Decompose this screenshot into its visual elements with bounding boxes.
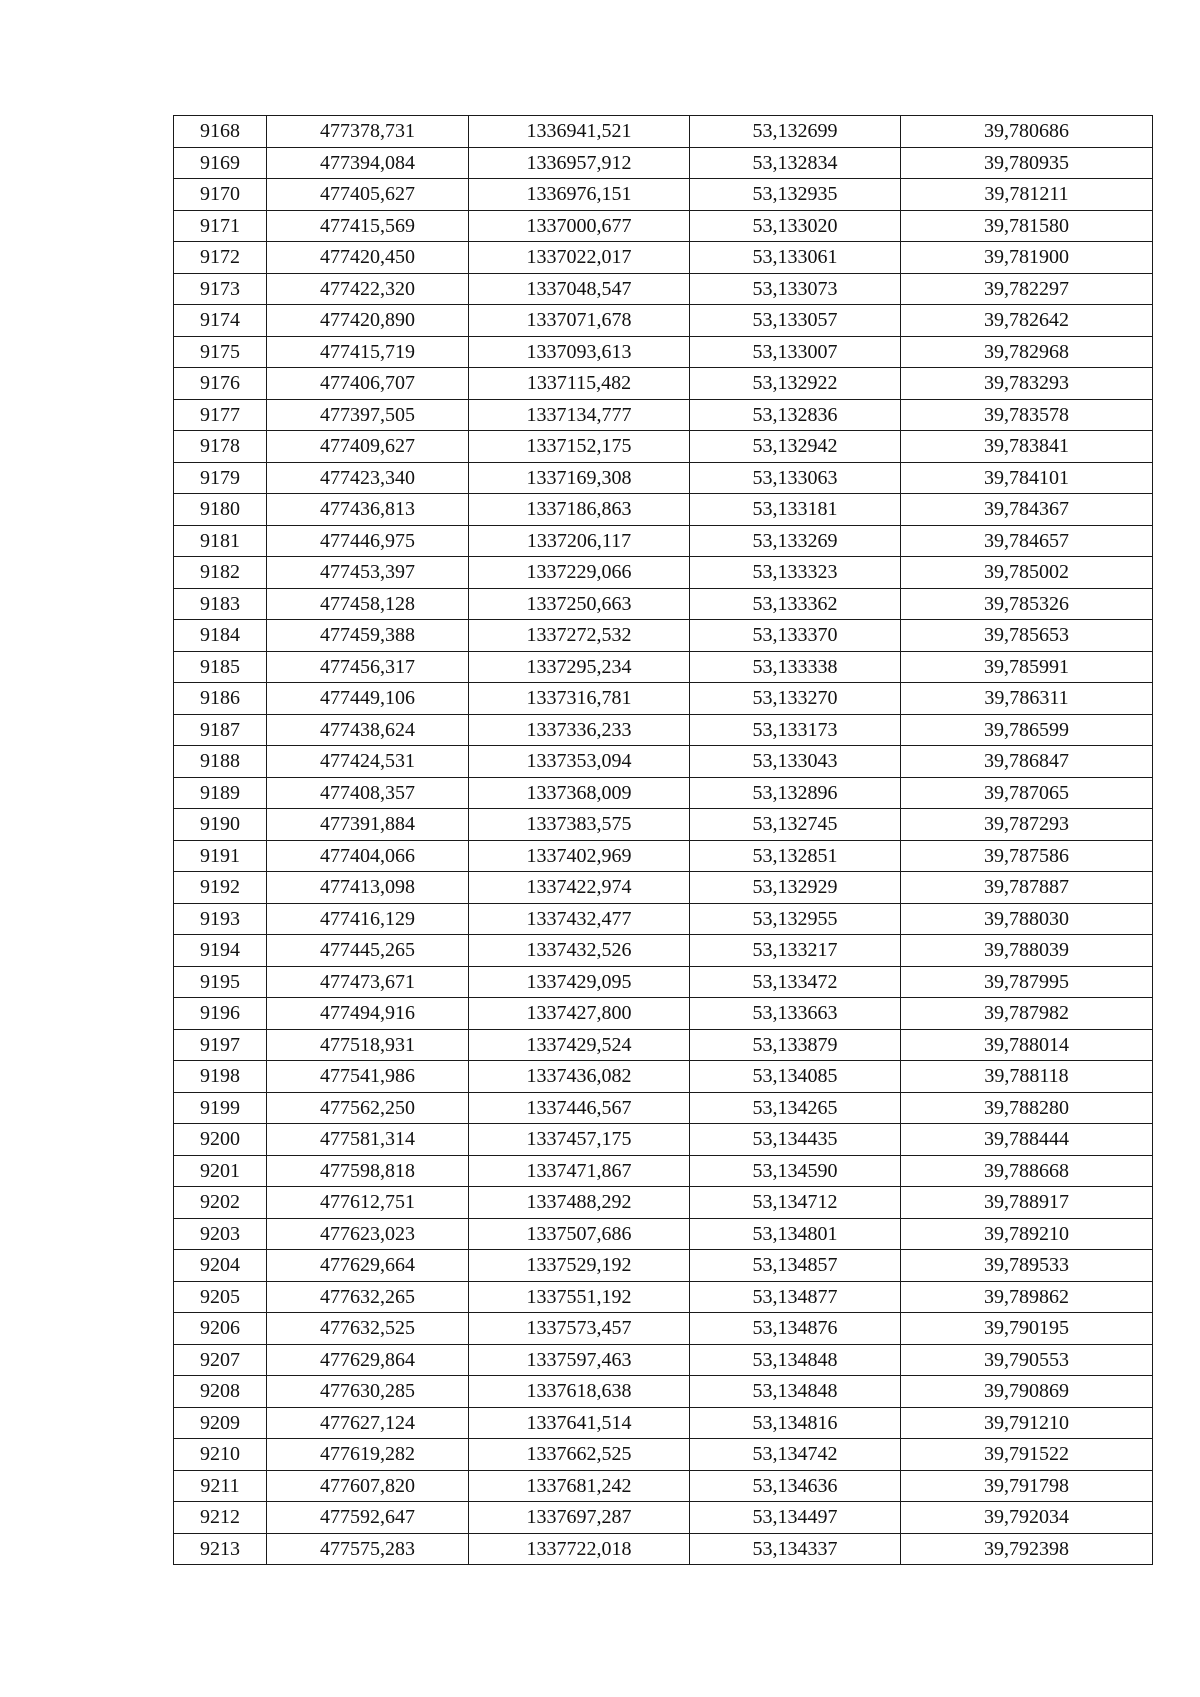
table-row xyxy=(174,840,1153,872)
y-coordinate-cell: 1337206,117 xyxy=(469,525,690,557)
x-coordinate-cell: 477420,450 xyxy=(267,242,469,274)
latitude-cell: 53,132836 xyxy=(690,399,901,431)
latitude-cell: 53,132834 xyxy=(690,147,901,179)
longitude-cell: 39,792034 xyxy=(901,1502,1153,1534)
latitude-cell: 53,133472 xyxy=(690,966,901,998)
point-number-cell: 9198 xyxy=(174,1061,267,1093)
longitude-cell: 39,782642 xyxy=(901,305,1153,337)
point-number-cell: 9186 xyxy=(174,683,267,715)
latitude-cell: 53,134801 xyxy=(690,1218,901,1250)
x-coordinate-cell: 477404,066 xyxy=(267,840,469,872)
longitude-cell: 39,785653 xyxy=(901,620,1153,652)
longitude-cell: 39,781211 xyxy=(901,179,1153,211)
point-number-cell: 9183 xyxy=(174,588,267,620)
longitude-cell: 39,787586 xyxy=(901,840,1153,872)
y-coordinate-cell: 1337169,308 xyxy=(469,462,690,494)
table-row xyxy=(174,1376,1153,1408)
longitude-cell: 39,787293 xyxy=(901,809,1153,841)
longitude-cell: 39,789862 xyxy=(901,1281,1153,1313)
longitude-cell: 39,783293 xyxy=(901,368,1153,400)
x-coordinate-cell: 477423,340 xyxy=(267,462,469,494)
longitude-cell: 39,787065 xyxy=(901,777,1153,809)
latitude-cell: 53,132745 xyxy=(690,809,901,841)
longitude-cell: 39,789210 xyxy=(901,1218,1153,1250)
x-coordinate-cell: 477562,250 xyxy=(267,1092,469,1124)
x-coordinate-cell: 477629,864 xyxy=(267,1344,469,1376)
y-coordinate-cell: 1337432,526 xyxy=(469,935,690,967)
table-row xyxy=(174,431,1153,463)
point-number-cell: 9213 xyxy=(174,1533,267,1565)
longitude-cell: 39,791798 xyxy=(901,1470,1153,1502)
x-coordinate-cell: 477409,627 xyxy=(267,431,469,463)
y-coordinate-cell: 1337368,009 xyxy=(469,777,690,809)
x-coordinate-cell: 477592,647 xyxy=(267,1502,469,1534)
point-number-cell: 9185 xyxy=(174,651,267,683)
x-coordinate-cell: 477632,525 xyxy=(267,1313,469,1345)
x-coordinate-cell: 477438,624 xyxy=(267,714,469,746)
point-number-cell: 9194 xyxy=(174,935,267,967)
x-coordinate-cell: 477629,664 xyxy=(267,1250,469,1282)
longitude-cell: 39,786847 xyxy=(901,746,1153,778)
longitude-cell: 39,788444 xyxy=(901,1124,1153,1156)
point-number-cell: 9207 xyxy=(174,1344,267,1376)
table-row xyxy=(174,1029,1153,1061)
longitude-cell: 39,790195 xyxy=(901,1313,1153,1345)
point-number-cell: 9195 xyxy=(174,966,267,998)
longitude-cell: 39,780686 xyxy=(901,116,1153,148)
latitude-cell: 53,133663 xyxy=(690,998,901,1030)
point-number-cell: 9196 xyxy=(174,998,267,1030)
longitude-cell: 39,785326 xyxy=(901,588,1153,620)
longitude-cell: 39,784101 xyxy=(901,462,1153,494)
longitude-cell: 39,783578 xyxy=(901,399,1153,431)
longitude-cell: 39,784367 xyxy=(901,494,1153,526)
point-number-cell: 9204 xyxy=(174,1250,267,1282)
x-coordinate-cell: 477518,931 xyxy=(267,1029,469,1061)
point-number-cell: 9206 xyxy=(174,1313,267,1345)
y-coordinate-cell: 1337488,292 xyxy=(469,1187,690,1219)
table-row xyxy=(174,1124,1153,1156)
y-coordinate-cell: 1337529,192 xyxy=(469,1250,690,1282)
latitude-cell: 53,134590 xyxy=(690,1155,901,1187)
table-row xyxy=(174,620,1153,652)
x-coordinate-cell: 477397,505 xyxy=(267,399,469,431)
point-number-cell: 9177 xyxy=(174,399,267,431)
x-coordinate-cell: 477424,531 xyxy=(267,746,469,778)
x-coordinate-cell: 477415,719 xyxy=(267,336,469,368)
y-coordinate-cell: 1337457,175 xyxy=(469,1124,690,1156)
latitude-cell: 53,134848 xyxy=(690,1376,901,1408)
x-coordinate-cell: 477416,129 xyxy=(267,903,469,935)
table-row xyxy=(174,903,1153,935)
longitude-cell: 39,787995 xyxy=(901,966,1153,998)
table-row xyxy=(174,1407,1153,1439)
latitude-cell: 53,133217 xyxy=(690,935,901,967)
latitude-cell: 53,133879 xyxy=(690,1029,901,1061)
table-row xyxy=(174,399,1153,431)
latitude-cell: 53,133270 xyxy=(690,683,901,715)
longitude-cell: 39,783841 xyxy=(901,431,1153,463)
x-coordinate-cell: 477630,285 xyxy=(267,1376,469,1408)
latitude-cell: 53,134857 xyxy=(690,1250,901,1282)
y-coordinate-cell: 1337152,175 xyxy=(469,431,690,463)
point-number-cell: 9205 xyxy=(174,1281,267,1313)
latitude-cell: 53,133269 xyxy=(690,525,901,557)
y-coordinate-cell: 1337186,863 xyxy=(469,494,690,526)
table-row xyxy=(174,1344,1153,1376)
table-row xyxy=(174,1187,1153,1219)
point-number-cell: 9192 xyxy=(174,872,267,904)
x-coordinate-cell: 477458,128 xyxy=(267,588,469,620)
y-coordinate-cell: 1337429,095 xyxy=(469,966,690,998)
table-row xyxy=(174,1470,1153,1502)
table-row xyxy=(174,336,1153,368)
table-row xyxy=(174,1155,1153,1187)
table-row xyxy=(174,1533,1153,1565)
longitude-cell: 39,792398 xyxy=(901,1533,1153,1565)
x-coordinate-cell: 477446,975 xyxy=(267,525,469,557)
x-coordinate-cell: 477494,916 xyxy=(267,998,469,1030)
table-row xyxy=(174,651,1153,683)
y-coordinate-cell: 1337250,663 xyxy=(469,588,690,620)
longitude-cell: 39,790553 xyxy=(901,1344,1153,1376)
y-coordinate-cell: 1337422,974 xyxy=(469,872,690,904)
y-coordinate-cell: 1337071,678 xyxy=(469,305,690,337)
point-number-cell: 9180 xyxy=(174,494,267,526)
point-number-cell: 9178 xyxy=(174,431,267,463)
longitude-cell: 39,791522 xyxy=(901,1439,1153,1471)
latitude-cell: 53,132851 xyxy=(690,840,901,872)
x-coordinate-cell: 477394,084 xyxy=(267,147,469,179)
table-row xyxy=(174,1250,1153,1282)
point-number-cell: 9179 xyxy=(174,462,267,494)
latitude-cell: 53,133362 xyxy=(690,588,901,620)
x-coordinate-cell: 477415,569 xyxy=(267,210,469,242)
table-row xyxy=(174,210,1153,242)
y-coordinate-cell: 1337662,525 xyxy=(469,1439,690,1471)
y-coordinate-cell: 1336976,151 xyxy=(469,179,690,211)
longitude-cell: 39,789533 xyxy=(901,1250,1153,1282)
latitude-cell: 53,133370 xyxy=(690,620,901,652)
latitude-cell: 53,134085 xyxy=(690,1061,901,1093)
point-number-cell: 9172 xyxy=(174,242,267,274)
x-coordinate-cell: 477449,106 xyxy=(267,683,469,715)
latitude-cell: 53,134848 xyxy=(690,1344,901,1376)
longitude-cell: 39,788030 xyxy=(901,903,1153,935)
longitude-cell: 39,787887 xyxy=(901,872,1153,904)
point-number-cell: 9188 xyxy=(174,746,267,778)
table-row xyxy=(174,305,1153,337)
point-number-cell: 9176 xyxy=(174,368,267,400)
point-number-cell: 9168 xyxy=(174,116,267,148)
x-coordinate-cell: 477598,818 xyxy=(267,1155,469,1187)
y-coordinate-cell: 1337722,018 xyxy=(469,1533,690,1565)
point-number-cell: 9173 xyxy=(174,273,267,305)
table-row xyxy=(174,273,1153,305)
point-number-cell: 9169 xyxy=(174,147,267,179)
longitude-cell: 39,781900 xyxy=(901,242,1153,274)
y-coordinate-cell: 1337336,233 xyxy=(469,714,690,746)
y-coordinate-cell: 1336957,912 xyxy=(469,147,690,179)
latitude-cell: 53,133173 xyxy=(690,714,901,746)
x-coordinate-cell: 477619,282 xyxy=(267,1439,469,1471)
x-coordinate-cell: 477420,890 xyxy=(267,305,469,337)
x-coordinate-cell: 477436,813 xyxy=(267,494,469,526)
latitude-cell: 53,133057 xyxy=(690,305,901,337)
table-row xyxy=(174,116,1153,148)
point-number-cell: 9170 xyxy=(174,179,267,211)
point-number-cell: 9209 xyxy=(174,1407,267,1439)
latitude-cell: 53,133061 xyxy=(690,242,901,274)
coordinates-table-body xyxy=(174,116,1153,1565)
y-coordinate-cell: 1337446,567 xyxy=(469,1092,690,1124)
latitude-cell: 53,133063 xyxy=(690,462,901,494)
y-coordinate-cell: 1337229,066 xyxy=(469,557,690,589)
longitude-cell: 39,788039 xyxy=(901,935,1153,967)
longitude-cell: 39,785002 xyxy=(901,557,1153,589)
x-coordinate-cell: 477456,317 xyxy=(267,651,469,683)
point-number-cell: 9182 xyxy=(174,557,267,589)
longitude-cell: 39,782297 xyxy=(901,273,1153,305)
y-coordinate-cell: 1337429,524 xyxy=(469,1029,690,1061)
latitude-cell: 53,132942 xyxy=(690,431,901,463)
longitude-cell: 39,782968 xyxy=(901,336,1153,368)
latitude-cell: 53,132935 xyxy=(690,179,901,211)
y-coordinate-cell: 1337551,192 xyxy=(469,1281,690,1313)
x-coordinate-cell: 477422,320 xyxy=(267,273,469,305)
x-coordinate-cell: 477473,671 xyxy=(267,966,469,998)
point-number-cell: 9181 xyxy=(174,525,267,557)
x-coordinate-cell: 477405,627 xyxy=(267,179,469,211)
longitude-cell: 39,780935 xyxy=(901,147,1153,179)
point-number-cell: 9174 xyxy=(174,305,267,337)
y-coordinate-cell: 1337641,514 xyxy=(469,1407,690,1439)
point-number-cell: 9189 xyxy=(174,777,267,809)
point-number-cell: 9210 xyxy=(174,1439,267,1471)
table-row xyxy=(174,683,1153,715)
x-coordinate-cell: 477575,283 xyxy=(267,1533,469,1565)
point-number-cell: 9201 xyxy=(174,1155,267,1187)
y-coordinate-cell: 1336941,521 xyxy=(469,116,690,148)
table-row xyxy=(174,242,1153,274)
longitude-cell: 39,788118 xyxy=(901,1061,1153,1093)
latitude-cell: 53,132922 xyxy=(690,368,901,400)
y-coordinate-cell: 1337134,777 xyxy=(469,399,690,431)
latitude-cell: 53,134816 xyxy=(690,1407,901,1439)
x-coordinate-cell: 477453,397 xyxy=(267,557,469,589)
y-coordinate-cell: 1337471,867 xyxy=(469,1155,690,1187)
table-row xyxy=(174,1313,1153,1345)
y-coordinate-cell: 1337316,781 xyxy=(469,683,690,715)
table-row xyxy=(174,525,1153,557)
x-coordinate-cell: 477632,265 xyxy=(267,1281,469,1313)
point-number-cell: 9191 xyxy=(174,840,267,872)
latitude-cell: 53,133007 xyxy=(690,336,901,368)
table-row xyxy=(174,1502,1153,1534)
latitude-cell: 53,134636 xyxy=(690,1470,901,1502)
y-coordinate-cell: 1337272,532 xyxy=(469,620,690,652)
y-coordinate-cell: 1337597,463 xyxy=(469,1344,690,1376)
longitude-cell: 39,788014 xyxy=(901,1029,1153,1061)
longitude-cell: 39,787982 xyxy=(901,998,1153,1030)
x-coordinate-cell: 477391,884 xyxy=(267,809,469,841)
table-row xyxy=(174,714,1153,746)
x-coordinate-cell: 477413,098 xyxy=(267,872,469,904)
table-row xyxy=(174,872,1153,904)
table-row xyxy=(174,998,1153,1030)
point-number-cell: 9187 xyxy=(174,714,267,746)
latitude-cell: 53,133338 xyxy=(690,651,901,683)
point-number-cell: 9197 xyxy=(174,1029,267,1061)
x-coordinate-cell: 477541,986 xyxy=(267,1061,469,1093)
point-number-cell: 9184 xyxy=(174,620,267,652)
y-coordinate-cell: 1337048,547 xyxy=(469,273,690,305)
point-number-cell: 9202 xyxy=(174,1187,267,1219)
table-row xyxy=(174,935,1153,967)
longitude-cell: 39,785991 xyxy=(901,651,1153,683)
latitude-cell: 53,134497 xyxy=(690,1502,901,1534)
longitude-cell: 39,791210 xyxy=(901,1407,1153,1439)
table-row xyxy=(174,588,1153,620)
latitude-cell: 53,134876 xyxy=(690,1313,901,1345)
table-row xyxy=(174,809,1153,841)
table-row xyxy=(174,179,1153,211)
y-coordinate-cell: 1337093,613 xyxy=(469,336,690,368)
latitude-cell: 53,132699 xyxy=(690,116,901,148)
y-coordinate-cell: 1337383,575 xyxy=(469,809,690,841)
y-coordinate-cell: 1337000,677 xyxy=(469,210,690,242)
y-coordinate-cell: 1337402,969 xyxy=(469,840,690,872)
latitude-cell: 53,133181 xyxy=(690,494,901,526)
y-coordinate-cell: 1337436,082 xyxy=(469,1061,690,1093)
latitude-cell: 53,133323 xyxy=(690,557,901,589)
x-coordinate-cell: 477459,388 xyxy=(267,620,469,652)
point-number-cell: 9208 xyxy=(174,1376,267,1408)
x-coordinate-cell: 477445,265 xyxy=(267,935,469,967)
table-row xyxy=(174,1439,1153,1471)
point-number-cell: 9193 xyxy=(174,903,267,935)
point-number-cell: 9212 xyxy=(174,1502,267,1534)
table-row xyxy=(174,966,1153,998)
table-row xyxy=(174,557,1153,589)
table-row xyxy=(174,777,1153,809)
y-coordinate-cell: 1337573,457 xyxy=(469,1313,690,1345)
x-coordinate-cell: 477627,124 xyxy=(267,1407,469,1439)
point-number-cell: 9199 xyxy=(174,1092,267,1124)
latitude-cell: 53,133073 xyxy=(690,273,901,305)
y-coordinate-cell: 1337697,287 xyxy=(469,1502,690,1534)
x-coordinate-cell: 477623,023 xyxy=(267,1218,469,1250)
longitude-cell: 39,788668 xyxy=(901,1155,1153,1187)
point-number-cell: 9190 xyxy=(174,809,267,841)
table-row xyxy=(174,1281,1153,1313)
y-coordinate-cell: 1337427,800 xyxy=(469,998,690,1030)
longitude-cell: 39,786311 xyxy=(901,683,1153,715)
latitude-cell: 53,132896 xyxy=(690,777,901,809)
point-number-cell: 9211 xyxy=(174,1470,267,1502)
table-row xyxy=(174,494,1153,526)
latitude-cell: 53,134877 xyxy=(690,1281,901,1313)
y-coordinate-cell: 1337618,638 xyxy=(469,1376,690,1408)
y-coordinate-cell: 1337681,242 xyxy=(469,1470,690,1502)
y-coordinate-cell: 1337353,094 xyxy=(469,746,690,778)
x-coordinate-cell: 477607,820 xyxy=(267,1470,469,1502)
latitude-cell: 53,134337 xyxy=(690,1533,901,1565)
y-coordinate-cell: 1337022,017 xyxy=(469,242,690,274)
latitude-cell: 53,134742 xyxy=(690,1439,901,1471)
latitude-cell: 53,133020 xyxy=(690,210,901,242)
x-coordinate-cell: 477378,731 xyxy=(267,116,469,148)
table-row xyxy=(174,1218,1153,1250)
latitude-cell: 53,134265 xyxy=(690,1092,901,1124)
latitude-cell: 53,132929 xyxy=(690,872,901,904)
table-row xyxy=(174,462,1153,494)
x-coordinate-cell: 477581,314 xyxy=(267,1124,469,1156)
table-row xyxy=(174,746,1153,778)
point-number-cell: 9203 xyxy=(174,1218,267,1250)
y-coordinate-cell: 1337507,686 xyxy=(469,1218,690,1250)
point-number-cell: 9200 xyxy=(174,1124,267,1156)
longitude-cell: 39,786599 xyxy=(901,714,1153,746)
table-row xyxy=(174,368,1153,400)
longitude-cell: 39,788917 xyxy=(901,1187,1153,1219)
table-row xyxy=(174,147,1153,179)
longitude-cell: 39,790869 xyxy=(901,1376,1153,1408)
y-coordinate-cell: 1337295,234 xyxy=(469,651,690,683)
y-coordinate-cell: 1337432,477 xyxy=(469,903,690,935)
latitude-cell: 53,134712 xyxy=(690,1187,901,1219)
x-coordinate-cell: 477406,707 xyxy=(267,368,469,400)
point-number-cell: 9171 xyxy=(174,210,267,242)
x-coordinate-cell: 477612,751 xyxy=(267,1187,469,1219)
table-row xyxy=(174,1092,1153,1124)
table-row xyxy=(174,1061,1153,1093)
x-coordinate-cell: 477408,357 xyxy=(267,777,469,809)
longitude-cell: 39,781580 xyxy=(901,210,1153,242)
coordinates-table xyxy=(173,115,1153,1565)
point-number-cell: 9175 xyxy=(174,336,267,368)
latitude-cell: 53,133043 xyxy=(690,746,901,778)
y-coordinate-cell: 1337115,482 xyxy=(469,368,690,400)
latitude-cell: 53,132955 xyxy=(690,903,901,935)
longitude-cell: 39,784657 xyxy=(901,525,1153,557)
longitude-cell: 39,788280 xyxy=(901,1092,1153,1124)
latitude-cell: 53,134435 xyxy=(690,1124,901,1156)
